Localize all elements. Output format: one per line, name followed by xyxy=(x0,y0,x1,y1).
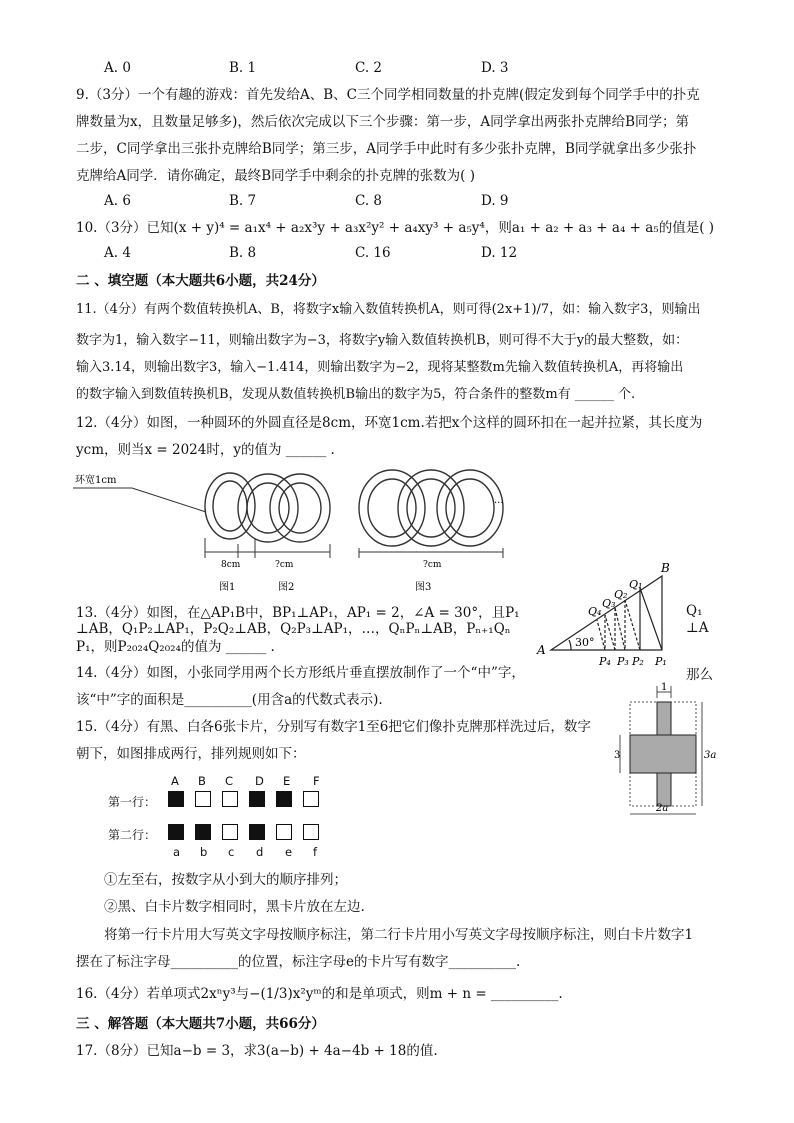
q10-line: 10.（3分）已知(x + y)⁴ = a₁x⁴ + a₂x³y + a₃x²y² + a₄xy³ + a₅y⁴，则a₁ + a₂ + a₃ + a₄ + a₅的值是( ) xyxy=(76,220,715,236)
top-letter-a: A xyxy=(171,774,179,788)
q15-line-1: 15.（4分）有黑、白各6张卡片，分别写有数字1至6把它们像扑克牌那样洗过后，数字 xyxy=(76,719,591,735)
zhong-top-label: 1 xyxy=(661,682,668,693)
q9-line-2: 牌数量为x，且数量足够多)，然后依次完成以下三个步骤：第一步，A同学拿出两张扑克牌给B同学；第 xyxy=(76,114,690,130)
bottom-letter-d: d xyxy=(256,845,264,859)
q8-option-b: B. 1 xyxy=(229,60,257,76)
bottom-letter-e: e xyxy=(285,845,293,859)
row2-label: 第二行： xyxy=(108,828,157,842)
label-q3: Q₃ xyxy=(602,597,616,610)
q9-option-a: A. 6 xyxy=(104,193,131,209)
q11-line-3: 输入3.14，则输出数字3，输入−1.414，则输出数字为−2，现将某整数m先输入数值转换机A，再将输出 xyxy=(76,360,684,375)
zhong-left-label: 3 xyxy=(614,750,621,761)
q10-option-c: C. 16 xyxy=(355,245,391,261)
zhong-right-label: 3a xyxy=(704,750,717,761)
q16-line: 16.（4分）若单项式2xⁿy³与−(1/3)x²yᵐ的和是单项式，则m + n = __________. xyxy=(76,986,563,1002)
triangle-figure xyxy=(535,560,675,672)
q15-after-1: 将第一行卡片用大写英文字母按顺序标注，第二行卡片用小写英文字母按顺序标注，则白卡片数字1 xyxy=(104,927,694,943)
fig3-dimension: ?cm xyxy=(423,560,442,570)
q15-rule-1: ①左至右，按数字从小到大的顺序排列； xyxy=(104,872,347,888)
bottom-letter-a: a xyxy=(173,845,181,859)
card-row1-5 xyxy=(276,791,292,807)
q10-option-a: A. 4 xyxy=(104,245,131,261)
bottom-letter-b: b xyxy=(200,845,208,859)
zhong-bottom-label: 2a xyxy=(656,803,669,814)
zhong-figure xyxy=(612,680,722,820)
section-2-heading: 二 、填空题（本大题共6小题，共24分） xyxy=(76,273,325,289)
q11-line-2: 数字为1，输入数字−11，则输出数字为−3，将数字y输入数值转换机B，则可得不大于y的最大整数，如： xyxy=(76,333,689,348)
card-row2-1 xyxy=(168,824,184,840)
q17-line: 17.（8分）已知a−b = 3，求3(a−b) + 4a−4b + 18的值. xyxy=(76,1043,438,1059)
label-q2: Q₂ xyxy=(614,588,628,601)
card-row1-2 xyxy=(195,791,211,807)
ring-ellipsis: ··· xyxy=(494,498,504,509)
q15-after-2: 摆在了标注字母__________的位置，标注字母e的卡片写有数字__________. xyxy=(76,954,521,970)
card-row2-4 xyxy=(249,824,265,840)
q8-option-c: C. 2 xyxy=(355,60,383,76)
ring-width-label: 环宽1cm xyxy=(75,475,117,486)
section-3-heading: 三 、解答题（本大题共7小题，共66分） xyxy=(76,1016,325,1032)
top-letter-d: D xyxy=(255,774,264,788)
q9-line-1: 9.（3分）一个有趣的游戏：首先发给A、B、C三个同学相同数量的扑克牌(假定发到每个同学手中的扑克 xyxy=(76,87,700,103)
q14-right-fragment: 那么 xyxy=(686,667,713,683)
q8-option-a: A. 0 xyxy=(104,60,131,76)
fig1-dimension: 8cm xyxy=(221,560,241,570)
top-letter-c: C xyxy=(225,774,234,788)
row1-label: 第一行： xyxy=(108,795,157,809)
q11-line-4: 的数字输入到数值转换机B，发现从数值转换机B输出的数字为5，符合条件的整数m有 ______ 个. xyxy=(76,387,636,402)
card-row-1 xyxy=(168,791,330,807)
bottom-letter-f: f xyxy=(313,845,318,859)
q14-line-2: 该“中”字的面积是__________(用含a的代数式表示). xyxy=(76,692,383,708)
top-letter-b: B xyxy=(198,774,206,788)
card-row2-5 xyxy=(276,824,292,840)
q10-option-b: B. 8 xyxy=(229,245,257,261)
label-p1: P₁ xyxy=(655,655,667,668)
q13-right-fragment-top: Q₁ xyxy=(686,603,703,619)
q10-option-d: D. 12 xyxy=(481,245,518,261)
top-letter-e: E xyxy=(283,774,291,788)
label-q4: Q₄ xyxy=(588,605,602,618)
q9-option-d: D. 9 xyxy=(481,193,509,209)
q8-option-d: D. 3 xyxy=(481,60,509,76)
q9-option-c: C. 8 xyxy=(355,193,383,209)
fig1-caption: 图1 xyxy=(219,582,236,593)
q13-line-3: P₁，则P₂₀₂₄Q₂₀₂₄的值为 ______ . xyxy=(76,639,275,655)
card-row1-6 xyxy=(303,791,319,807)
label-p3: P₃ xyxy=(617,655,629,668)
q12-line-1: 12.（4分）如图，一种圆环的外圆直径是8cm，环宽1cm.若把x个这样的圆环扣在一起并拉紧，其长度为 xyxy=(76,415,703,431)
card-row2-2 xyxy=(195,824,211,840)
fig2-caption: 图2 xyxy=(278,582,295,593)
top-letter-f: F xyxy=(313,774,320,788)
q9-line-4: 克牌给A同学．请你确定，最终B同学手中剩余的扑克牌的张数为( ) xyxy=(76,168,475,184)
label-p2: P₂ xyxy=(632,655,644,668)
q12-line-2: ycm，则当x = 2024时，y的值为 ______ . xyxy=(76,442,335,458)
card-row1-3 xyxy=(222,791,238,807)
bottom-letter-c: c xyxy=(228,845,235,859)
card-row-2 xyxy=(168,824,330,840)
q13-line-2: ⊥AB，Q₁P₂⊥AP₁，P₂Q₂⊥AB，Q₂P₃⊥AP₁，…，QₙPₙ⊥AB，Pₙ₊₁Qₙ xyxy=(76,621,511,637)
q9-option-b: B. 7 xyxy=(229,193,257,209)
label-a: A xyxy=(537,643,546,657)
q15-line-2: 朝下，如图排成两行，排列规则如下： xyxy=(76,746,306,762)
q13-line-1: 13.（4分）如图，在△AP₁B中，BP₁⊥AP₁，AP₁ = 2，∠A = 30°，且P₁ xyxy=(76,605,520,621)
label-b: B xyxy=(661,561,670,575)
label-p4: P₄ xyxy=(599,655,611,668)
card-row1-1 xyxy=(168,791,184,807)
label-q1: Q₁ xyxy=(629,578,643,591)
fig3-caption: 图3 xyxy=(415,582,432,593)
fig2-dimension: ?cm xyxy=(275,560,294,570)
ring-figure xyxy=(70,466,520,596)
q15-rule-2: ②黑、白卡片数字相同时，黑卡片放在左边. xyxy=(104,899,365,915)
q11-line-1: 11.（4分）有两个数值转换机A、B，将数字x输入数值转换机A，则可得(2x+1)/7，如：输入数字3，则输出 xyxy=(76,302,701,317)
angle-label: 30° xyxy=(575,636,595,649)
card-row1-4 xyxy=(249,791,265,807)
q9-line-3: 二步，C同学拿出三张扑克牌给B同学；第三步，A同学手中此时有多少张扑克牌，B同学就拿出多少张扑 xyxy=(76,141,697,157)
q14-line-1: 14.（4分）如图，小张同学用两个长方形纸片垂直摆放制作了一个“中”字， xyxy=(76,665,525,681)
card-row2-6 xyxy=(303,824,319,840)
q13-right-fragment-bottom: ⊥A xyxy=(686,620,709,636)
card-row2-3 xyxy=(222,824,238,840)
